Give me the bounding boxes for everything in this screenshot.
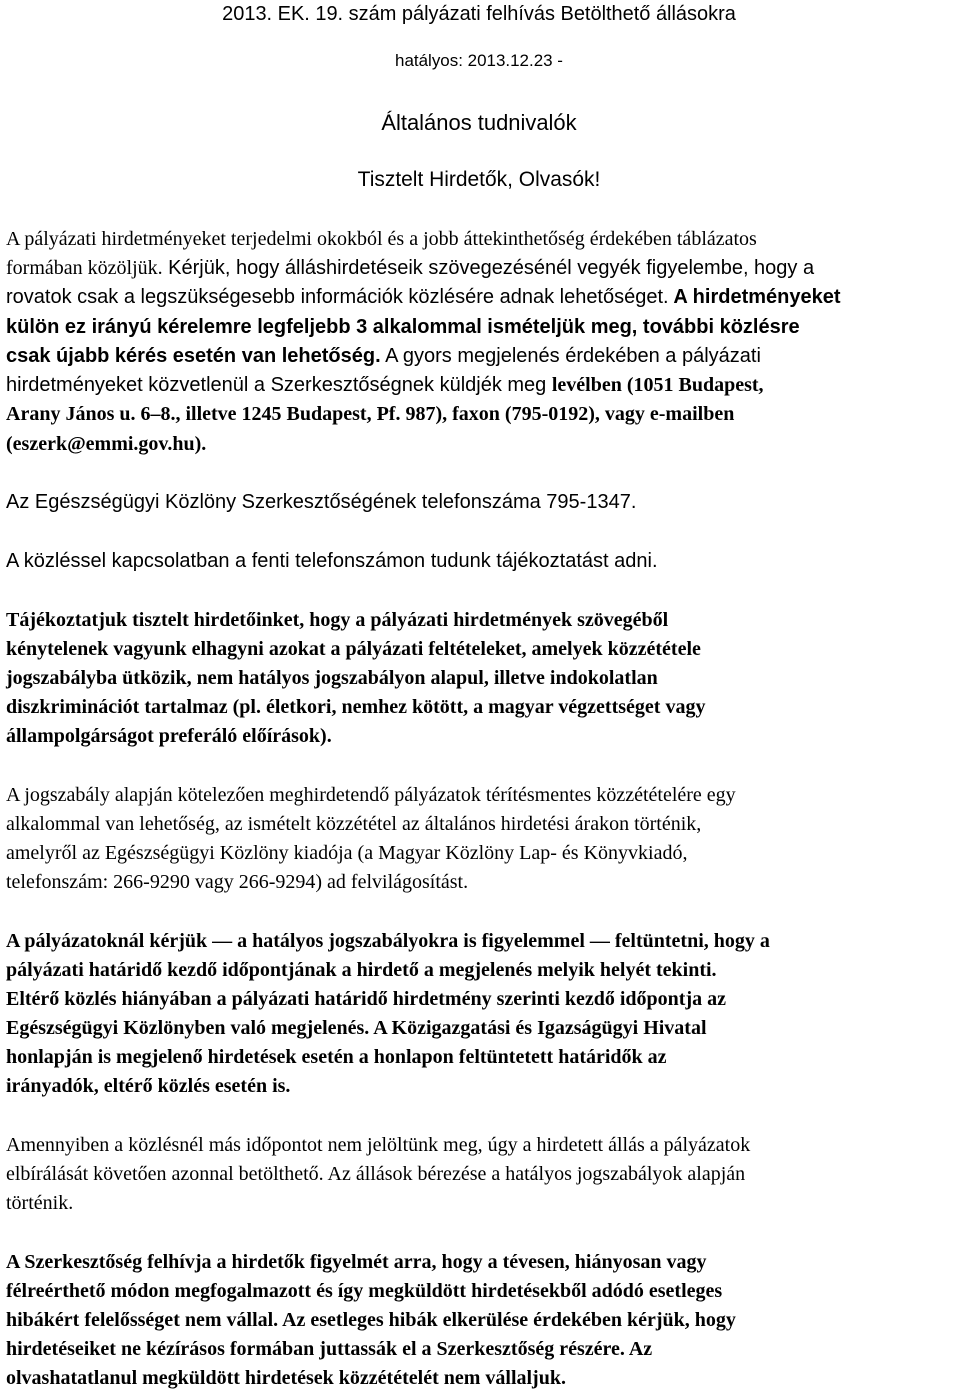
- text-line: [6, 283, 841, 311]
- text-line: telefonszám: 266-9290 vagy 266-9294) ad felvilágosítást.: [6, 871, 469, 893]
- text-run: levélben (1051 Budapest,: [551, 374, 764, 396]
- text-line: Egészségügyi Közlönyben való megjelenés. A Közigazgatási és Igazságügyi Hivatal: [6, 1017, 707, 1039]
- text-run: hirdetményeket közvetlenül a Szerkesztőségnek küldjék meg: [6, 374, 552, 396]
- text-line: Eltérő közlés hiányában a pályázati határidő hirdetmény szerinti kezdő időpontja az: [6, 988, 726, 1010]
- text-line: félreérthető módon megfogalmazott és így megküldött hirdetésekből adódó esetleges: [6, 1280, 723, 1302]
- text-line: [6, 313, 800, 341]
- text-line: kénytelenek vagyunk elhagyni azokat a pályázati feltételeket, amelyek közzététele: [6, 638, 701, 660]
- text-run: formában közöljük.: [6, 257, 163, 279]
- section-heading: Általános tudnivalók: [381, 110, 577, 135]
- text-line: amelyről az Egészségügyi Közlöny kiadója (a Magyar Közlöny Lap- és Könyvkiadó,: [6, 842, 688, 864]
- text-line: [6, 371, 764, 399]
- text-line: történik.: [6, 1192, 74, 1214]
- text-line: irányadók, eltérő közlés esetén is.: [6, 1075, 291, 1097]
- text-line: jogszabályba ütközik, nem hatályos jogszabályon alapul, illetve indokolatlan: [6, 667, 658, 689]
- text-line: A Szerkesztőség felhívja a hirdetők figyelmét arra, hogy a tévesen, hiányosan vagy: [6, 1251, 707, 1273]
- text-run: Kérjük, hogy álláshirdetéseik szövegezésénél vegyék figyelembe, hogy a: [162, 257, 815, 279]
- text-line: állampolgárságot preferáló előírások).: [6, 725, 332, 747]
- text-line: olvashatatlanul megküldött hirdetések közzétételét nem vállaljuk.: [6, 1367, 566, 1389]
- text-line: [6, 430, 206, 458]
- text-line: honlapján is megjelenő hirdetések esetén a honlapon feltüntetett határidők az: [6, 1046, 667, 1068]
- document-title: 2013. EK. 19. szám pályázati felhívás Betölthető állásokra: [222, 3, 736, 25]
- paragraph-contact-info: A közléssel kapcsolatban a fenti telefonszámon tudunk tájékoztatást adni.: [6, 550, 658, 572]
- paragraph-phone: Az Egészségügyi Közlöny Szerkesztőségének telefonszáma 795-1347.: [6, 491, 637, 513]
- text-line: hirdetéseiket ne kézírásos formában juttassák el a Szerkesztőség részére. Az: [6, 1338, 653, 1360]
- text-line: alkalommal van lehetőség, az ismételt közzététel az általános hirdetési árakon történik,: [6, 813, 702, 835]
- text-line: Amennyiben a közlésnél más időpontot nem jelöltünk meg, úgy a hirdetett állás a pályázatok: [6, 1134, 751, 1156]
- text-run: A gyors megjelenés érdekében a pályázati: [380, 345, 761, 367]
- email-address[interactable]: (eszerk@emmi.gov.hu).: [6, 433, 207, 455]
- text-line: elbírálását követően azonnal betölthető. Az állások bérezése a hatályos jogszabályok alapján: [6, 1163, 746, 1185]
- text-line: A jogszabály alapján kötelezően meghirdetendő pályázatok térítésmentes közzétételére egy: [6, 784, 736, 806]
- text-run: csak újabb kérés esetén van lehetőség.: [6, 345, 381, 367]
- text-run: rovatok csak a legszükségesebb információk közlésére adnak lehetőséget.: [6, 286, 669, 308]
- text-line: hibákért felelősséget nem vállal. Az esetleges hibák elkerülése érdekében kérjük, hogy: [6, 1309, 736, 1331]
- text-run: külön ez irányú kérelemre legfeljebb 3 alkalommal ismételjük meg, további közlésre: [6, 316, 800, 338]
- text-line: diszkriminációt tartalmaz (pl. életkori, nemhez kötött, a magyar végzettséget vagy: [6, 696, 706, 718]
- text-line: [6, 254, 814, 282]
- text-line: pályázati határidő kezdő időpontjának a hirdető a megjelenés melyik helyét tekinti.: [6, 959, 717, 981]
- text-line: A pályázati hirdetményeket terjedelmi okokból és a jobb áttekinthetőség érdekében táblázatos: [6, 228, 757, 250]
- text-line: [6, 400, 734, 428]
- text-line: [6, 342, 761, 370]
- text-line: Tájékoztatjuk tisztelt hirdetőinket, hogy a pályázati hirdetmények szövegéből: [6, 609, 669, 631]
- text-run: Arany János u. 6–8., illetve 1245 Budapest, Pf. 987), faxon (795-0192), vagy e-mailben: [6, 403, 735, 425]
- salutation: Tisztelt Hirdetők, Olvasók!: [357, 168, 601, 191]
- effective-date: hatályos: 2013.12.23 -: [395, 51, 563, 70]
- text-line: A pályázatoknál kérjük — a hatályos jogszabályokra is figyelemmel — feltüntetni, hogy a: [6, 930, 770, 952]
- text-run: A hirdetményeket: [668, 286, 841, 308]
